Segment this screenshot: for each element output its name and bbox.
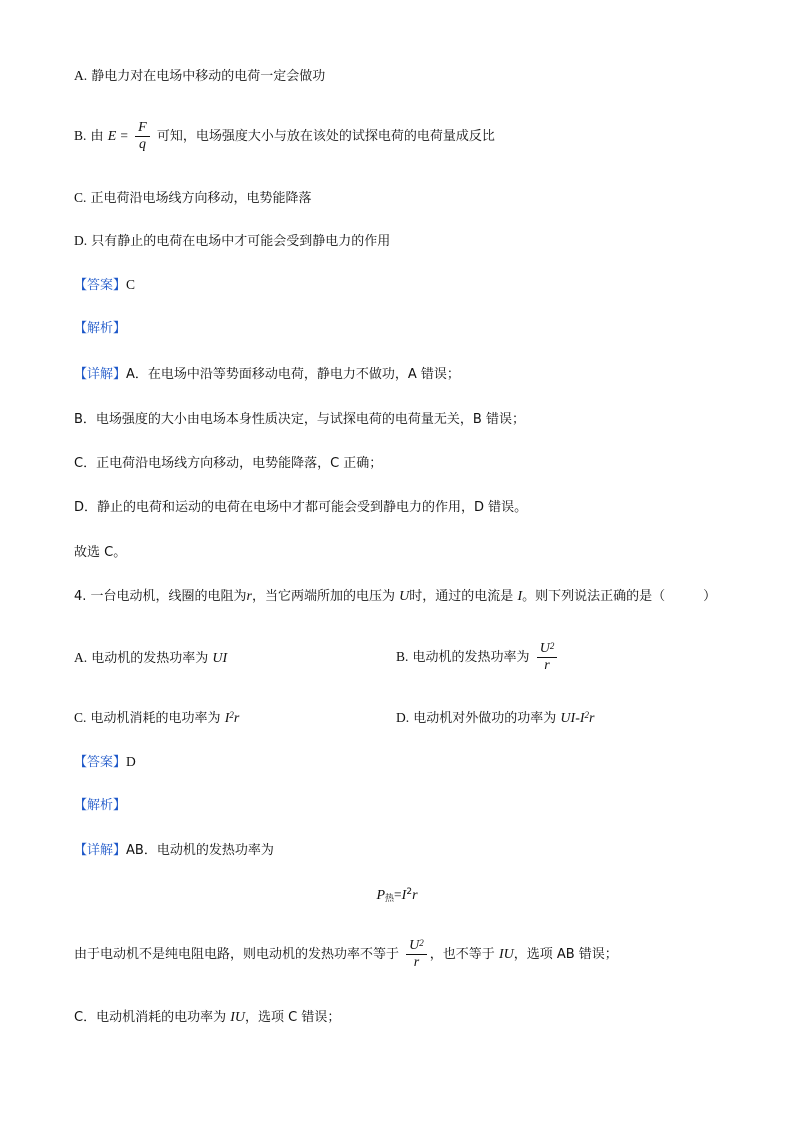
fraction-numerator: [406, 938, 427, 955]
option-text-pre: 由: [90, 129, 104, 144]
q4-detail-line-1: [74, 842, 274, 860]
var-iu: IU: [230, 1010, 245, 1025]
detail-text: C．电动机消耗的电功率为: [74, 1010, 227, 1025]
q4-analysis-tag: [74, 797, 126, 815]
q4-detail-line-3: [74, 1009, 340, 1027]
var-u: U: [399, 589, 410, 604]
analysis-label: 【解析】: [74, 321, 127, 336]
option-text: 正电荷沿电场线方向移动，电势能降落: [90, 191, 312, 206]
var-u: U: [409, 938, 420, 953]
var-iu: IU: [498, 947, 514, 962]
option-expr: [225, 711, 240, 726]
stem-text: 4. 一台电动机，线圈的电阻为: [74, 589, 247, 604]
fraction-denominator: q: [138, 137, 146, 152]
q3-conclusion: [74, 544, 126, 562]
detail-text: B．电场强度的大小由电场本身性质决定，与试探电荷的电荷量无关，B 错误；: [74, 412, 525, 427]
analysis-label: 【解析】: [74, 798, 127, 813]
q4-answer: [74, 753, 136, 772]
q4-option-a: [74, 649, 227, 668]
detail-text: ，也不等于: [429, 947, 495, 962]
answer-value: C: [126, 277, 136, 292]
option-letter: A.: [74, 68, 88, 83]
exponent: 2: [229, 710, 234, 720]
formula-eq: =: [394, 887, 402, 902]
formula-eq: =: [120, 128, 129, 143]
q3-analysis-tag: [74, 320, 126, 338]
fraction-u2-over-r: [406, 938, 427, 971]
stem-text: ，当它两端所加的电压为: [252, 589, 396, 604]
exponent: 2: [584, 710, 590, 720]
option-text-post: 可知，电场强度大小与放在该处的试探电荷的电荷量成反比: [156, 129, 495, 144]
exponent: 2: [406, 887, 413, 897]
formula-subscript: 热: [385, 894, 395, 904]
fraction-denominator: r: [544, 658, 550, 673]
q4-option-b: [396, 637, 560, 678]
detail-tag: 【详解】: [74, 367, 127, 382]
q3-answer: [74, 276, 135, 295]
q3-detail-line-1: [74, 366, 460, 384]
option-letter: B.: [74, 128, 87, 143]
detail-text: 由于电动机不是纯电阻电路，则电动机的发热功率不等于: [74, 947, 400, 962]
option-expr: [560, 711, 594, 726]
q4-option-d: [396, 709, 594, 728]
stem-text: 。则下列说法正确的是（: [522, 589, 666, 604]
q3-detail-line-3: [74, 455, 382, 473]
formula-i: I: [401, 888, 407, 903]
expr-tail: r: [233, 711, 240, 726]
stem-text: 时，通过的电流是: [409, 589, 514, 604]
option-letter: B.: [396, 649, 409, 664]
detail-text: A．在电场中沿等势面移动电荷，静电力不做功，A 错误；: [126, 367, 460, 382]
q3-detail-line-4: [74, 499, 527, 517]
option-letter: A.: [74, 650, 88, 665]
fraction-u2-over-r: [537, 641, 558, 674]
var-r: r: [246, 589, 252, 604]
option-letter: D.: [74, 233, 88, 248]
expr-tail: r: [589, 711, 595, 726]
exponent: 2: [549, 641, 555, 651]
formula-p: P: [376, 888, 386, 903]
var-i: I: [517, 589, 523, 604]
option-text: 电动机对外做功的功率为: [413, 711, 557, 726]
q3-option-a: [74, 67, 325, 86]
option-letter: D.: [396, 710, 410, 725]
answer-value: D: [126, 754, 136, 769]
formula-r: r: [412, 888, 418, 903]
option-text: 电动机的发热功率为: [91, 651, 209, 666]
q3-option-d: [74, 232, 390, 251]
detail-text: AB．电动机的发热功率为: [126, 843, 274, 858]
option-letter: C.: [74, 190, 87, 205]
fraction-numerator: F: [135, 120, 150, 137]
detail-text: C．正电荷沿电场线方向移动，电势能降落，C 正确；: [74, 456, 383, 471]
option-text: 电动机的发热功率为: [412, 650, 530, 665]
q3-option-b: [74, 118, 495, 155]
fraction-f-over-q: [135, 120, 150, 153]
fraction-numerator: [537, 641, 558, 658]
heat-power-formula: [0, 886, 794, 905]
option-text: 静电力对在电场中移动的电荷一定会做功: [91, 69, 326, 84]
q3-option-c: [74, 189, 312, 208]
fraction-denominator: r: [413, 955, 420, 970]
answer-tag: 【答案】: [74, 755, 127, 770]
option-text: 电动机消耗的电功率为: [90, 711, 221, 726]
q3-detail-line-2: [74, 411, 525, 429]
answer-tag: 【答案】: [74, 278, 127, 293]
detail-text: ，选项 C 错误；: [245, 1010, 341, 1025]
formula-lhs: E: [107, 129, 117, 144]
detail-text: ，选项 AB 错误；: [513, 947, 618, 962]
exponent: 2: [419, 938, 424, 948]
conclusion-text: 故选 C。: [74, 545, 127, 560]
q4-detail-line-2: [74, 935, 618, 975]
detail-tag: 【详解】: [74, 843, 127, 858]
option-expr: UI: [212, 651, 228, 666]
detail-text: D．静止的电荷和运动的电荷在电场中才都可能会受到静电力的作用，D 错误。: [74, 500, 528, 515]
option-letter: C.: [74, 710, 87, 725]
q4-stem: [74, 588, 716, 606]
option-text: 只有静止的电荷在电场中才可能会受到静电力的作用: [91, 234, 391, 249]
expr-base: I: [224, 711, 230, 726]
expr-base: UI-I: [560, 711, 585, 726]
stem-text: ）: [703, 589, 717, 604]
var-u: U: [539, 641, 550, 656]
q4-option-c: [74, 709, 239, 728]
